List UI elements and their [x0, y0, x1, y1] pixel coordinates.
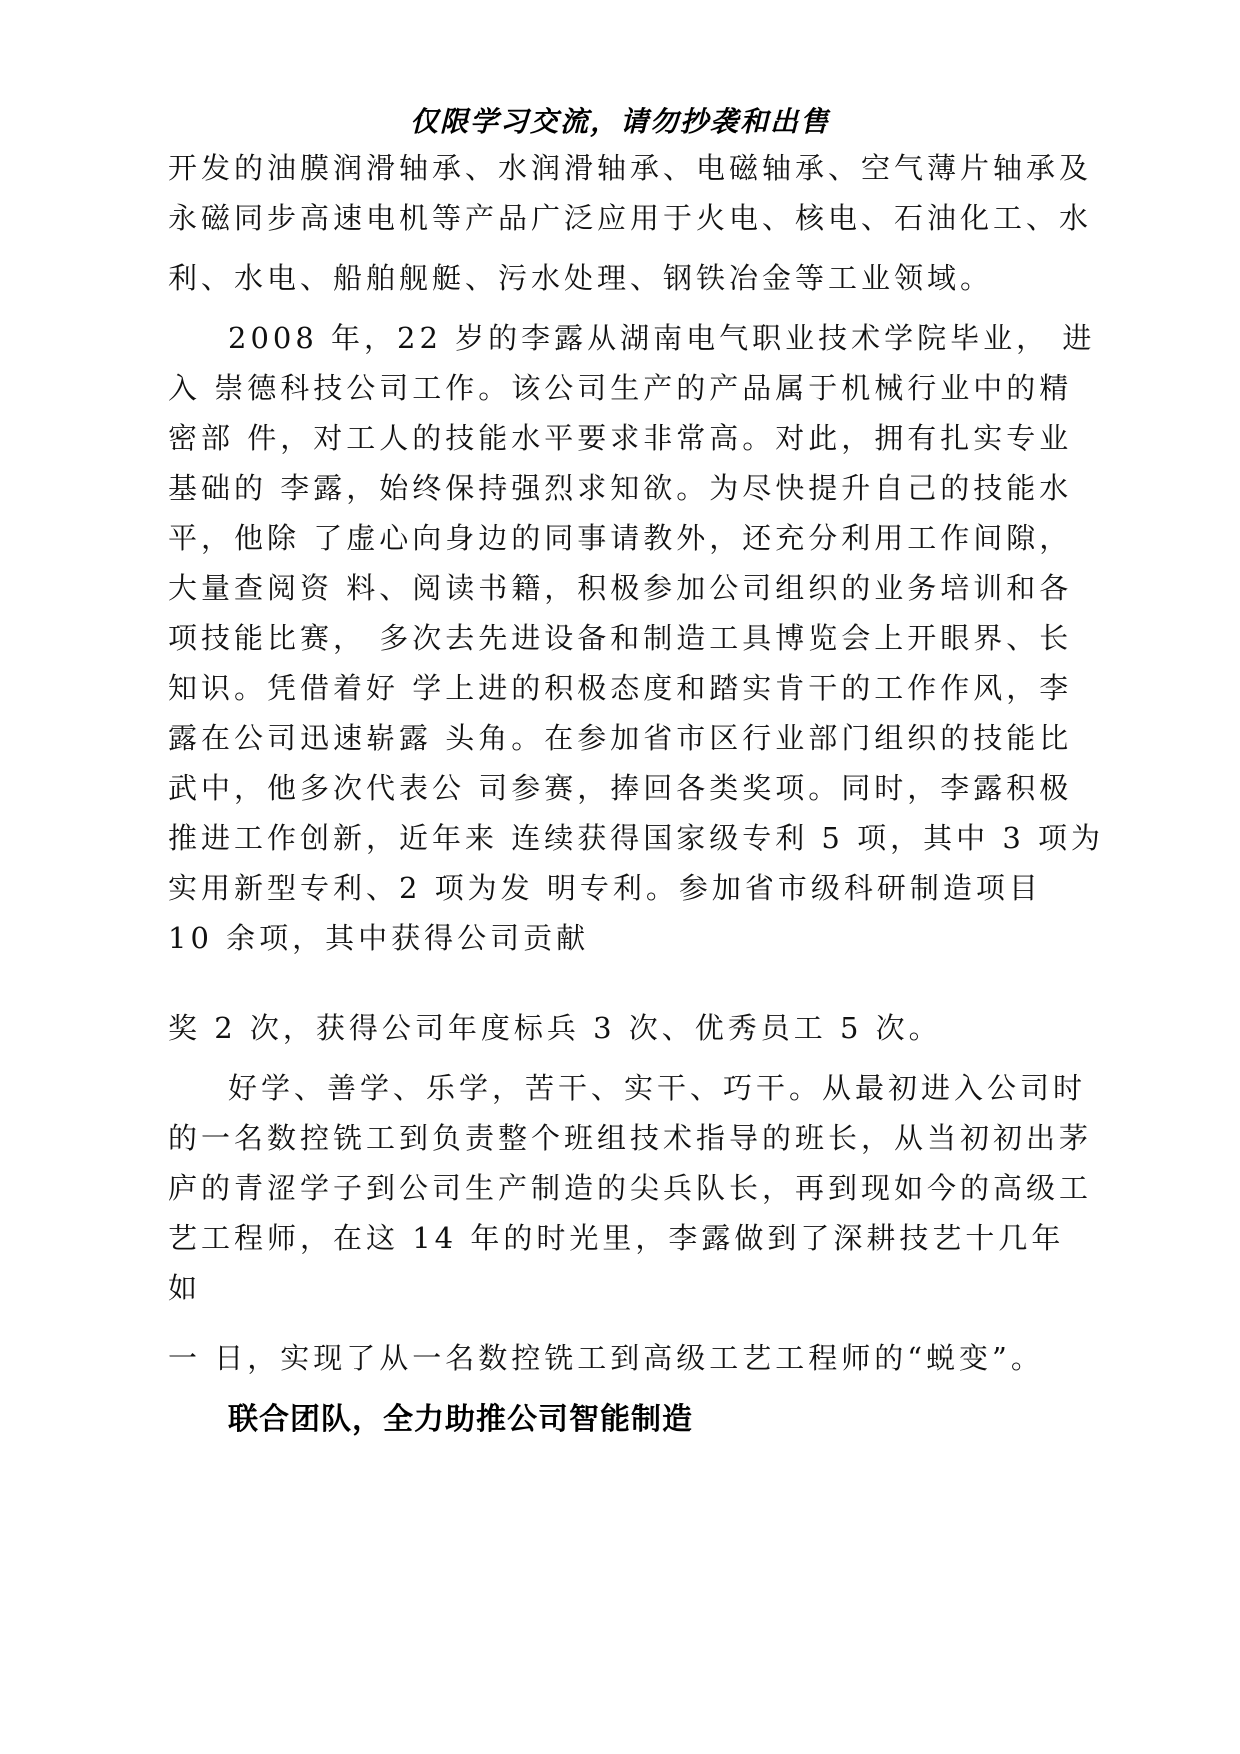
body-line-20: 庐的青涩学子到公司生产制造的尖兵队长，再到现如今的高级工	[168, 1171, 1093, 1205]
body-line-5: 入 崇德科技公司工作。该公司生产的产品属于机械行业中的精	[168, 371, 1073, 405]
body-line-3: 利、水电、船舶舰艇、污水处理、钢铁冶金等工业领域。	[168, 261, 994, 295]
body-line-23: 一 日，实现了从一名数控铣工到高级工艺工程师的“蜕变”。	[168, 1341, 1044, 1375]
paragraph-3-first-line: 好学、善学、乐学，苦干、实干、巧干。从最初进入公司时	[228, 1071, 1087, 1105]
body-line-11: 知识。凭借着好 学上进的积极态度和踏实肯干的工作作风，李	[168, 671, 1073, 705]
body-line-17: 奖 2 次，获得公司年度标兵 3 次、优秀员工 5 次。	[168, 1011, 942, 1045]
body-line-6: 密部 件，对工人的技能水平要求非常高。对此，拥有扎实专业	[168, 421, 1073, 455]
body-line-1: 开发的油膜润滑轴承、水润滑轴承、电磁轴承、空气薄片轴承及	[168, 151, 1093, 185]
body-line-9: 大量查阅资 料、阅读书籍，积极参加公司组织的业务培训和各	[168, 571, 1073, 605]
header-watermark-text: 仅限学习交流，请勿抄袭和出售	[409, 105, 830, 138]
body-line-10: 项技能比赛， 多次去先进设备和制造工具博览会上开眼界、长	[168, 621, 1073, 655]
section-heading: 联合团队，全力助推公司智能制造	[228, 1402, 693, 1437]
body-line-2: 永磁同步高速电机等产品广泛应用于火电、核电、石油化工、水	[168, 201, 1093, 235]
body-line-14: 推进工作创新，近年来 连续获得国家级专利 5 项，其中 3 项为	[168, 821, 1104, 855]
body-line-22: 如	[168, 1271, 202, 1305]
body-line-13: 武中，他多次代表公 司参赛，捧回各类奖项。同时，李露积极	[168, 771, 1073, 805]
body-line-19: 的一名数控铣工到负责整个班组技术指导的班长，从当初初出茅	[168, 1121, 1093, 1155]
body-line-7: 基础的 李露，始终保持强烈求知欲。为尽快提升自己的技能水	[168, 471, 1073, 505]
body-line-8: 平，他除 了虚心向身边的同事请教外，还充分利用工作间隙，	[168, 521, 1073, 555]
body-line-21: 艺工程师，在这 14 年的时光里，李露做到了深耕技艺十几年	[168, 1221, 1065, 1255]
body-line-15: 实用新型专利、2 项为发 明专利。参加省市级科研制造项目	[168, 871, 1042, 905]
body-line-12: 露在公司迅速崭露 头角。在参加省市区行业部门组织的技能比	[168, 721, 1073, 755]
body-line-16: 10 余项，其中获得公司贡献	[168, 921, 590, 955]
paragraph-2-first-line: 2008 年，22 岁的李露从湖南电气职业技术学院毕业， 进	[228, 321, 1096, 355]
